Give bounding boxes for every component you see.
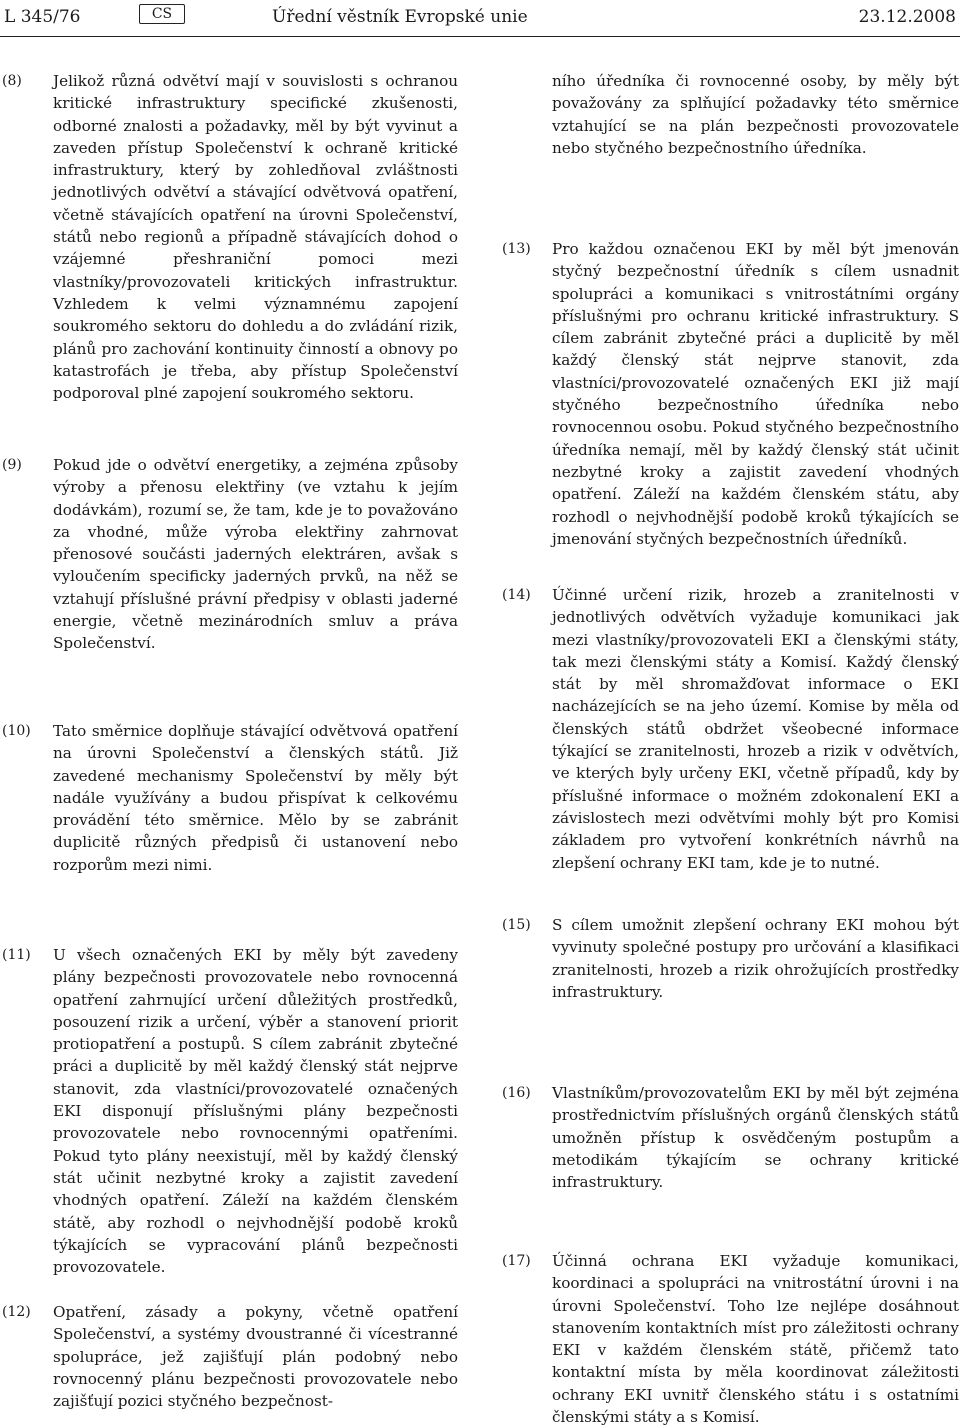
recital-text: Tato směrnice doplňuje stávající odvětvová opatření na úrovni Společenství a členských států. Již zavedené mechanismy Společenství by měly být nadále využívány a budou přispívat k celkovému provádění této směrnice. Mělo by se zabránit duplicitě různých předpisů či ustanovení nebo rozporům mezi nimi.: [53, 722, 458, 874]
recital-text: Účinné určení rizik, hrozeb a zranitelnosti v jednotlivých odvětvích vyžaduje komunikaci jak mezi vlastníky/provozovateli EKI a členskými státy, tak mezi členskými státy a Komisí. Každý členský stát by měl shromažďovat informace o EKI nacházejících se na jeho území. Komise by měla od členských států obdržet všeobecné informace týkající se zranitelnosti, hrozeb a rizik v odvětvích, ve kterých byly určeny EKI, včetně případů, kdy by příslušné informace o možném zdokonalení EKI a závislostech mezi odvětvími mohly být pro Komisi základem pro vytvoření konkrétních návrhů na zlepšení ochrany EKI tam, kde je to nutné.: [552, 586, 959, 872]
page-number: L 345/76: [4, 7, 81, 27]
recital-number: (8): [2, 73, 22, 89]
recital-number: (10): [2, 723, 31, 739]
recital-text: Účinná ochrana EKI vyžaduje komunikaci, koordinaci a spolupráci na vnitrostátní úrovni i na úrovni Společenství. Toho lze nejlépe dosáhnout stanovením kontaktních míst pro záležitosti ochrany EKI v každém členském státě, přičemž tato kontaktní místa by měla koordinovat záležitosti ochrany EKI uvnitř členského státu i s ostatními členskými státy a s Komisí.: [552, 1252, 959, 1427]
header-rule: [0, 36, 960, 37]
recital-text: Pro každou označenou EKI by měl být jmenován styčný bezpečnostní úředník s cílem usnadnit spolupráci a komunikaci s vnitrostátními orgány příslušnými pro ochranu kritické infrastruktury. S cílem zabránit zbytečné práci a duplicitě by měl každý členský stát nejprve stanovit, zda vlastníci/provozovatelé označených EKI již mají styčného bezpečnostního úředníka nebo rovnocennou osobu. Pokud styčného bezpečnostního úředníka nemají, měl by každý členský stát učinit nezbytné kroky a zajistit zavedení vhodných opatření. Záleží na každém členském státu, aby rozhodl o nejvhodnější podobě kroků týkajících se jmenování styčných bezpečnostních úředníků.: [552, 240, 959, 548]
recital-text: Pokud jde o odvětví energetiky, a zejména způsoby výroby a přenosu elektřiny (ve vztahu k jejím dodávkám), rozumí se, že tam, kde je to považováno za vhodné, může výroba elektřiny zahrnovat přenosové součásti jaderných elektráren, avšak s vyloučením specificky jaderných prvků, na něž se vztahují příslušné právní předpisy v oblasti jaderné energie, včetně mezinárodních smluv a práva Společenství.: [53, 456, 458, 653]
journal-title: Úřední věstník Evropské unie: [272, 7, 528, 27]
recital-number: (17): [502, 1253, 531, 1269]
recital-number: (16): [502, 1085, 531, 1101]
page-header: [4, 4, 956, 30]
recital-text: Jelikož různá odvětví mají v souvislosti s ochranou kritické infrastruktury specifické zkušenosti, odborné znalosti a požadavky, měl by být vyvinut a zaveden přístup Společenství k ochraně kritické infrastruktury, který by zohledňoval zvláštnosti jednotlivých odvětví a stávající odvětvová opatření, včetně stávajících opatření na úrovni Společenství, států nebo regionů a případně stávajících dohod o vzájemné přeshraniční pomoci mezi vlastníky/provozovateli kritických infrastruktur. Vzhledem k velmi významnému zapojení soukromého sektoru do dohledu a do zvládání rizik, plánů pro zachování kontinuity činností a obnovy po katastrofách je třeba, aby přístup Společenství podporoval plné zapojení soukromého sektoru.: [53, 72, 458, 403]
language-badge: CS: [139, 4, 185, 24]
recital-number: (11): [2, 947, 31, 963]
recital-number: (9): [2, 457, 22, 473]
recital-text: U všech označených EKI by měly být zavedeny plány bezpečnosti provozovatele nebo rovnocenná opatření zahrnující určení důležitých prostředků, posouzení rizik a určení, výběr a stanovení priorit protiopatření a postupů. S cílem zabránit zbytečné práci a duplicitě by měl každý členský stát nejprve stanovit, zda vlastníci/provozovatelé označených EKI disponují příslušnými plány bezpečnosti provozovatele nebo rovnocennými opatřeními. Pokud tyto plány neexistují, měl by každý členský stát učinit nezbytné kroky a zajistit zavedení vhodných opatření. Záleží na každém členském státě, aby rozhodl o nejvhodnější podobě kroků týkajících se vypracování plánů bezpečnosti provozovatele.: [53, 946, 458, 1277]
recital-number: (14): [502, 587, 531, 603]
publication-date: 23.12.2008: [858, 7, 956, 27]
recital-number: (13): [502, 241, 531, 257]
recital-text: Opatření, zásady a pokyny, včetně opatření Společenství, a systémy dvoustranné či vícestranné spolupráce, jež zajišťují plán podobný nebo rovnocenný plánu bezpečnosti provozovatele nebo zajišťují pozici styčného bezpečnost-: [53, 1303, 458, 1411]
recital-number: (12): [2, 1304, 31, 1320]
recital-text: S cílem umožnit zlepšení ochrany EKI mohou být vyvinuty společné postupy pro určování a klasifikaci zranitelnosti, hrozeb a rizik ohrožujících prostředky infrastruktury.: [552, 916, 959, 1001]
recital-text: Vlastníkům/provozovatelům EKI by měl být zejména prostřednictvím příslušných orgánů členských států umožněn přístup k osvědčeným postupům a metodikám týkajícím se ochrany kritické infrastruktury.: [552, 1084, 959, 1192]
recital-text: ního úředníka či rovnocenné osoby, by měly být považovány za splňující požadavky této směrnice vztahující se na plán bezpečnosti provozovatele nebo styčného bezpečnostního úředníka.: [552, 72, 959, 157]
recital-number: (15): [502, 917, 531, 933]
